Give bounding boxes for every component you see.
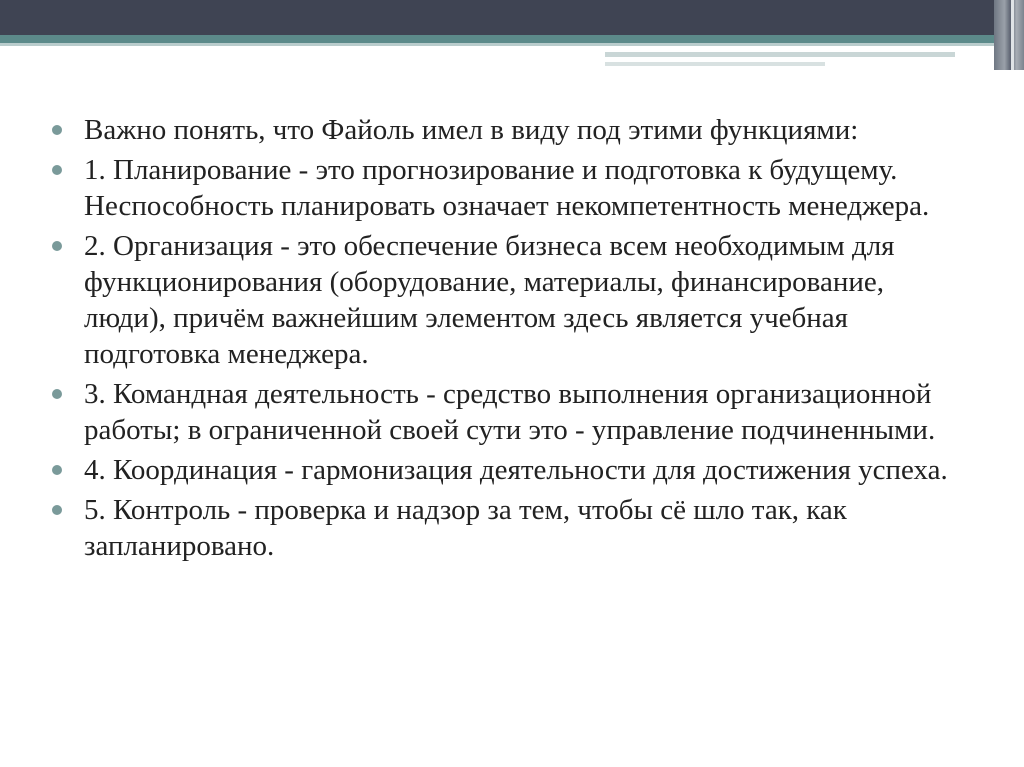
bullet-text: 5. Контроль - проверка и надзор за тем, чтобы сё шло так, как запланировано. <box>84 494 847 562</box>
bullet-dot-icon <box>52 125 62 135</box>
bullet-item-planning <box>52 152 952 224</box>
slide-edge-highlight <box>1011 0 1014 70</box>
bullet-item-intro <box>52 112 952 148</box>
bullet-item-coordination <box>52 452 952 488</box>
bullet-text: 1. Планирование - это прогнозирование и подготовка к будущему. Неспособность планировать означает некомпетентность менеджера. <box>84 154 930 222</box>
bullet-item-organization <box>52 228 952 372</box>
header-accent-stripe-light <box>0 43 1000 46</box>
bullet-text: 4. Координация - гармонизация деятельности для достижения успеха. <box>84 454 948 486</box>
bullet-dot-icon <box>52 389 62 399</box>
bullet-dot-icon <box>52 165 62 175</box>
decorative-line <box>605 52 955 57</box>
bullet-list <box>52 112 952 564</box>
decorative-line-short <box>605 62 825 66</box>
bullet-dot-icon <box>52 241 62 251</box>
slide-edge-decoration <box>994 0 1024 70</box>
slide-body <box>52 112 952 568</box>
header-band <box>0 0 1024 35</box>
bullet-text: Важно понять, что Файоль имел в виду под этими функциями: <box>84 114 859 146</box>
bullet-text: 2. Организация - это обеспечение бизнеса всем необходимым для функционирования (оборудование, материалы, финансирование, люди), причём важнейшим элементом здесь является учебная подготовка менеджера. <box>84 230 895 370</box>
bullet-dot-icon <box>52 505 62 515</box>
bullet-item-control <box>52 492 952 564</box>
bullet-item-command <box>52 376 952 448</box>
header-accent-stripe <box>0 35 1000 43</box>
bullet-dot-icon <box>52 465 62 475</box>
bullet-text: 3. Командная деятельность - средство выполнения организационной работы; в ограниченной своей сути это - управление подчиненными. <box>84 378 936 446</box>
